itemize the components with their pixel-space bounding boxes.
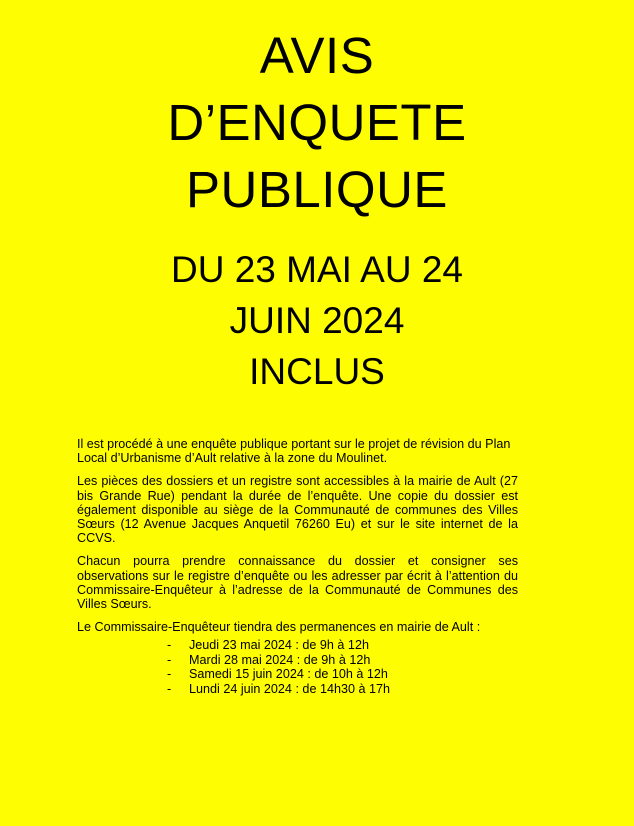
dates-line-1: DU 23 MAI AU 24 bbox=[170, 249, 463, 290]
schedule-item bbox=[77, 667, 518, 681]
paragraph-intro: Il est procédé à une enquête publique portant sur le projet de révision du Plan Local d’Urbanisme d’Ault relative à la zone du Moulinet. bbox=[77, 437, 511, 466]
notice-title bbox=[0, 22, 634, 223]
schedule-item-text: Jeudi 23 mai 2024 : de 9h à 12h bbox=[189, 638, 369, 653]
schedule-bullet: - bbox=[167, 652, 172, 667]
schedule-item bbox=[77, 653, 518, 667]
dates-line-2: JUIN 2024 bbox=[229, 300, 405, 341]
schedule-item-text: Samedi 15 juin 2024 : de 10h à 12h bbox=[189, 667, 388, 682]
paragraph-documents: Les pièces des dossiers et un registre sont accessibles à la mairie de Ault (27 bis Grande Rue) pendant la durée de l’enquête. Une copie du dossier est également disponible au siège de la Communauté de communes des Villes Sœurs (12 Avenue Jacques Anquetil 76260 Eu) et sur le site internet de la CCVS. bbox=[77, 474, 518, 546]
schedule-bullet: - bbox=[167, 667, 172, 682]
dates-line-3: INCLUS bbox=[249, 351, 385, 392]
schedule-bullet: - bbox=[167, 681, 172, 696]
schedule-bullet: - bbox=[167, 638, 172, 653]
schedule-item-text: Mardi 28 mai 2024 : de 9h à 12h bbox=[189, 652, 371, 667]
schedule-item-text: Lundi 24 juin 2024 : de 14h30 à 17h bbox=[189, 681, 390, 696]
schedule-item bbox=[77, 682, 518, 696]
notice-body bbox=[77, 437, 518, 696]
paragraph-observations: Chacun pourra prendre connaissance du dossier et consigner ses observations sur le registre d’enquête ou les adresser par écrit à l’attention du Commissaire-Enquêteur à l’adresse de la Communauté de Communes des Villes Sœurs. bbox=[77, 554, 518, 612]
permanence-schedule bbox=[77, 638, 518, 696]
title-line-2: D’ENQUETE bbox=[167, 94, 467, 151]
title-line-1: AVIS bbox=[259, 27, 375, 84]
paragraph-permanences: Le Commissaire-Enquêteur tiendra des permanences en mairie de Ault : bbox=[77, 620, 481, 635]
schedule-item bbox=[77, 638, 518, 652]
title-line-3: PUBLIQUE bbox=[186, 161, 448, 218]
inquiry-dates bbox=[0, 244, 634, 397]
